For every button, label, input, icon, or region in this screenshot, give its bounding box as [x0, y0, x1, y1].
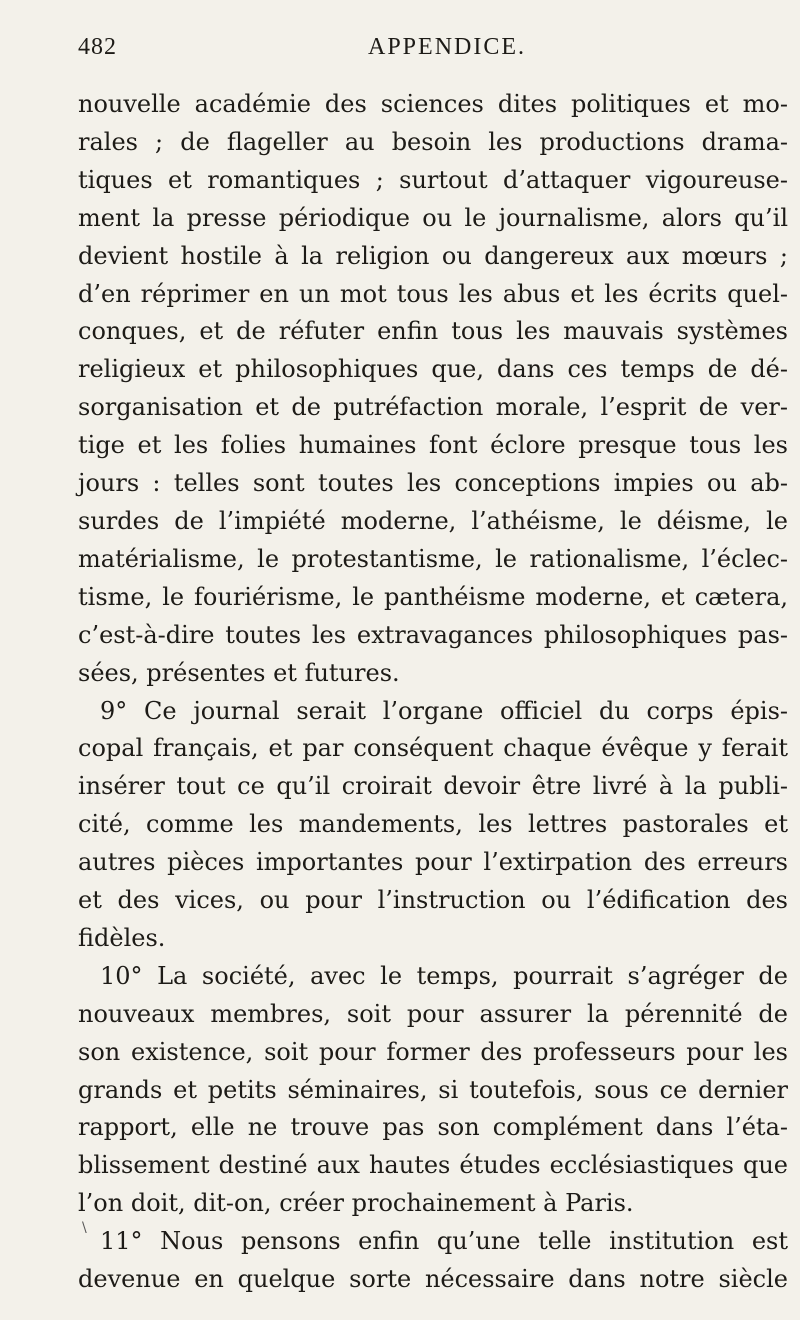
text-line: tige et les folies humaines font éclore presque tous les	[78, 431, 788, 460]
text-line: 10° La société, avec le temps, pourrait s’agréger de	[100, 961, 788, 990]
text-line: jours : telles sont toutes les conceptions impies ou ab-	[78, 469, 788, 498]
text-line: religieux et philosophiques que, dans ces temps de dé-	[78, 355, 788, 384]
text-line: fidèles.	[78, 923, 166, 952]
text-line: 11° Nous pensons enfin qu’une telle institution est	[100, 1227, 788, 1256]
text-line: 9° Ce journal serait l’organe officiel du corps épis-	[100, 696, 788, 725]
page-header	[78, 34, 788, 74]
text-line: d’en réprimer en un mot tous les abus et les écrits quel-	[78, 279, 788, 308]
text-line: grands et petits séminaires, si toutefois, sous ce dernier	[78, 1075, 788, 1104]
text-line: sorganisation et de putréfaction morale, l’esprit de ver-	[78, 393, 788, 422]
stray-mark: \	[82, 1220, 87, 1236]
page-number: 482	[78, 34, 117, 60]
text-line: et des vices, ou pour l’instruction ou l’édification des	[78, 886, 788, 915]
text-line: tisme, le fouriérisme, le panthéisme moderne, et cætera,	[78, 582, 788, 611]
text-line: nouveaux membres, soit pour assurer la pérennité de	[78, 999, 788, 1028]
text-line: l’on doit, dit-on, créer prochainement à Paris.	[78, 1189, 634, 1218]
text-line: son existence, soit pour former des professeurs pour les	[78, 1037, 788, 1066]
book-page	[78, 34, 788, 1299]
text-line: tiques et romantiques ; surtout d’attaquer vigoureuse-	[78, 165, 788, 194]
text-line: blissement destiné aux hautes études ecclésiastiques que	[78, 1151, 788, 1180]
text-line: autres pièces importantes pour l’extirpation des erreurs	[78, 848, 788, 877]
body-text	[78, 86, 788, 1299]
text-line: matérialisme, le protestantisme, le rationalisme, l’éclec-	[78, 544, 788, 573]
text-line: cité, comme les mandements, les lettres pastorales et	[78, 810, 788, 839]
running-title: APPENDICE.	[368, 34, 527, 60]
text-line: sées, présentes et futures.	[78, 658, 400, 687]
text-line: devient hostile à la religion ou dangereux aux mœurs ;	[78, 241, 788, 270]
text-line: conques, et de réfuter enfin tous les mauvais systèmes	[78, 317, 788, 346]
text-line: nouvelle académie des sciences dites politiques et mo-	[78, 90, 788, 118]
text-line: insérer tout ce qu’il croirait devoir être livré à la publi-	[78, 772, 788, 801]
text-line: c’est-à-dire toutes les extravagances philosophiques pas-	[78, 620, 788, 649]
text-line: rales ; de flageller au besoin les productions drama-	[78, 127, 788, 156]
text-line: ment la presse périodique ou le journalisme, alors qu’il	[78, 203, 788, 232]
text-line: devenue en quelque sorte nécessaire dans notre siècle	[78, 1265, 788, 1294]
text-line: rapport, elle ne trouve pas son complément dans l’éta-	[78, 1113, 788, 1142]
text-line: copal français, et par conséquent chaque évêque y ferait	[78, 734, 788, 763]
text-line: surdes de l’impiété moderne, l’athéisme, le déisme, le	[78, 506, 788, 535]
